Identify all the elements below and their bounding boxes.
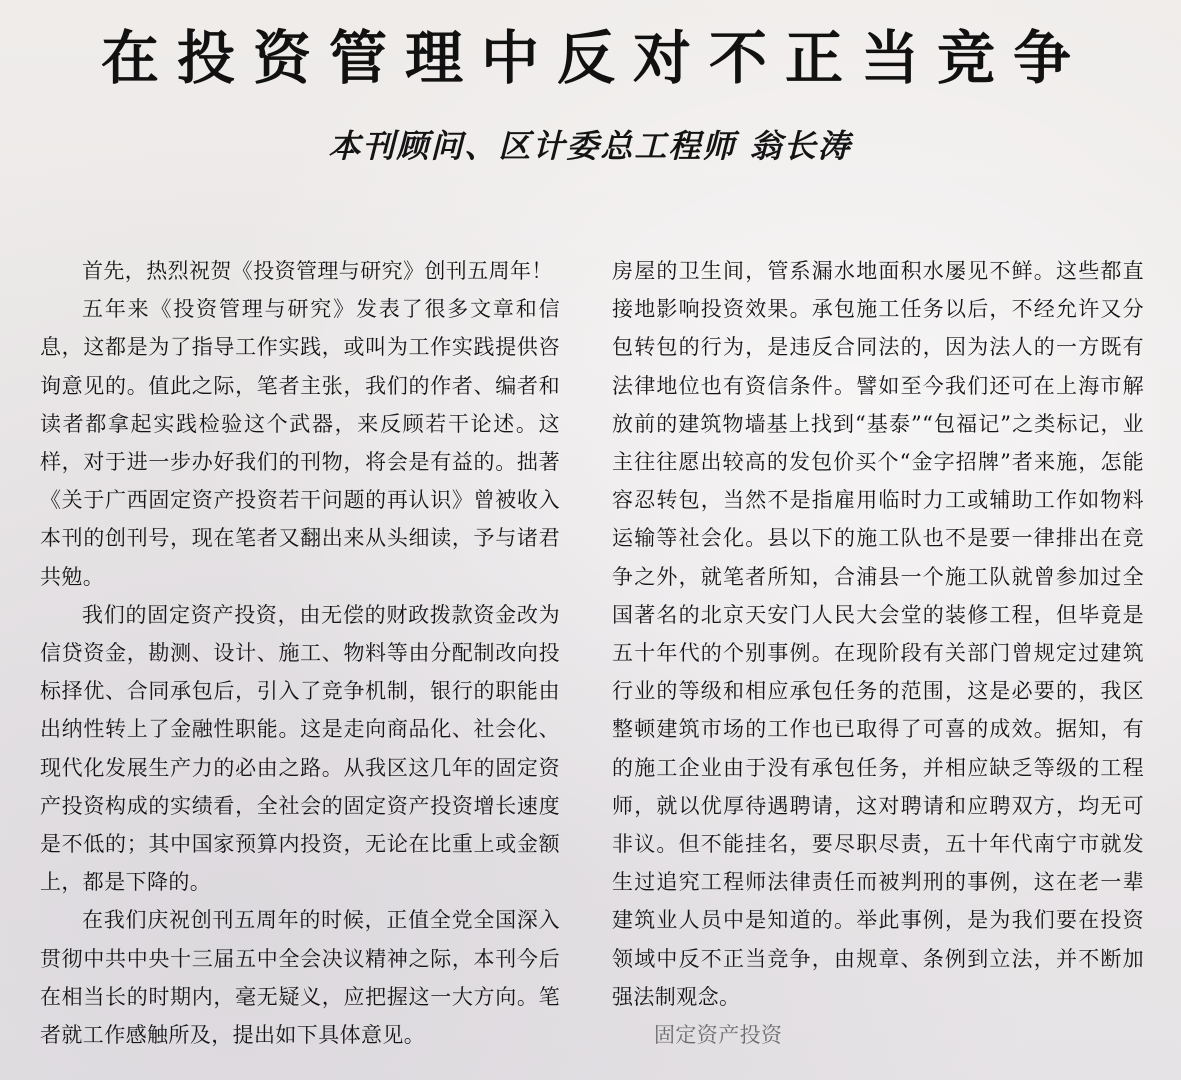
right-text-column bbox=[612, 252, 1144, 1054]
article-byline: 本刊顾问、区计委总工程师 翁长涛 bbox=[328, 127, 852, 165]
paragraph: 我们的固定资产投资，由无偿的财政拨款资金改为信贷资金，勘测、设计、施工、物料等由分配制改向投标择优、合同承包后，引入了竞争机制，银行的职能由出纳性转上了金融性职能。这是走向商品化、社会化、现代化发展生产力的必由之路。从我区这几年的固定资产投资构成的实绩看，全社会的固定资产投资增长速度是不低的；其中国家预算内投资，无论在比重上或金额上，都是下降的。 bbox=[40, 602, 560, 895]
paragraph: 房屋的卫生间，管系漏水地面积水屡见不鲜。这些都直接地影响投资效果。承包施工任务以后，不经允许又分包转包的行为，是违反合同法的，因为法人的一方既有法律地位也有资信条件。譬如至今我们还可在上海市解放前的建筑物墙基上找到“基泰”“包福记”之类标记，业主往往愿出较高的发包价买个“金字招牌”者来施，怎能容忍转包，当然不是指雇用临时力工或辅助工作如物料运输等社会化。县以下的施工队也不是要一律排出在竞争之外，就笔者所知，合浦县一个施工队就曾参加过全国著名的北京天安门人民大会堂的装修工程，但毕竟是五十年代的个别事例。在现阶段有关部门曾规定过建筑行业的等级和相应承包任务的范围，这是必要的，我区整顿建筑市场的工作也已取得了可喜的成效。据知，有的施工企业由于没有承包任务，并相应缺乏等级的工程师，就以优厚待遇聘请，这对聘请和应聘双方，均无可非议。但不能挂名，要尽职尽责，五十年代南宁市就发生过追究工程师法律责任而被判刑的事例，这在老一辈建筑业人员中是知道的。举此事例，是为我们要在投资领域中反不正当竞争，由规章、条例到立法，并不断加强法制观念。 bbox=[612, 259, 1144, 1009]
paragraph: 五年来《投资管理与研究》发表了很多文章和信息，这都是为了指导工作实践，或叫为工作实践提供咨询意见的。值此之际，笔者主张，我们的作者、编者和读者都拿起实践检验这个武器，来反顾若干论述。这样，对于进一步办好我们的刊物，将会是有益的。拙著《关于广西固定资产投资若干问题的再认识》曾被收入本刊的创刊号，现在笔者又翻出来从头细读，予与诸君共勉。 bbox=[40, 297, 560, 589]
article-title: 在投资管理中反对不正当竞争 bbox=[100, 24, 1089, 92]
paragraph-fragment: 固定资产投资 bbox=[654, 1023, 783, 1048]
paragraph: 在我们庆祝创刊五周年的时候，正值全党全国深入贯彻中共中央十三届五中全会决议精神之际，本刊今后在相当长的时期内，毫无疑义，应把握这一大方向。笔者就工作感触所及，提出如下具体意见。 bbox=[40, 908, 560, 1048]
left-text-column bbox=[40, 252, 560, 1054]
paragraph: 首先，热烈祝贺《投资管理与研究》创刊五周年！ bbox=[82, 259, 553, 283]
